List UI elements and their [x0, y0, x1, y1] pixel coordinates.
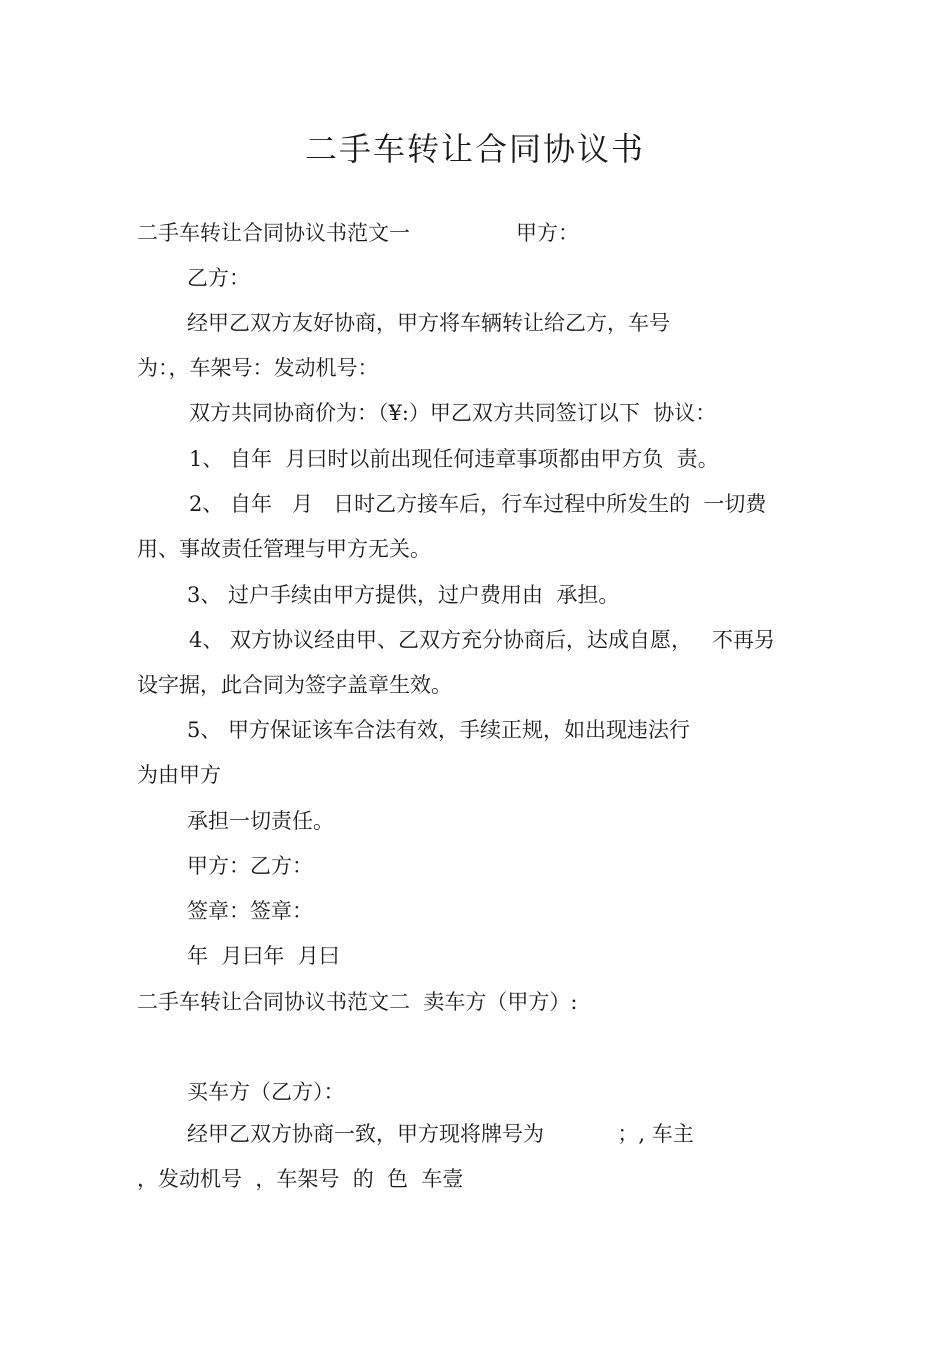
paragraph-line: 为：，车架号：发动机号： [137, 356, 379, 380]
clause-5-continued: 为由甲方 [137, 763, 221, 787]
party-a-label: 甲方： [516, 221, 579, 245]
document-title: 二手车转让合同协议书 [304, 130, 645, 168]
clause-2: 2、 自年 月 日时乙方接车后，行车过程中所发生的 一切费 [189, 492, 767, 516]
clause-2-continued: 用、事故责任管理与甲方无关。 [137, 537, 431, 561]
clause-4: 4、 双方协议经由甲、乙双方充分协商后，达成自愿， 不再另 [189, 628, 776, 652]
clause-3: 3、 过户手续由甲方提供，过户费用由 承担。 [187, 583, 620, 607]
clause-5-continued: 承担一切责任。 [187, 809, 334, 833]
buyer-label: 买车方（乙方）： [187, 1080, 345, 1104]
party-b-label: 乙方： [187, 266, 250, 290]
signature-seals: 签章：签章： [187, 899, 313, 923]
paragraph-line: ，发动机号 ，车架号 的 色 车壹 [137, 1167, 464, 1191]
signature-parties: 甲方：乙方： [187, 854, 313, 878]
section-heading-1: 二手车转让合同协议书范文一 [137, 221, 410, 245]
clause-5: 5、 甲方保证该车合法有效，手续正规，如出现违法行 [187, 718, 691, 742]
paragraph-line: 经甲乙双方友好协商，甲方将车辆转让给乙方，车号 [187, 311, 670, 335]
paragraph-line: 双方共同协商价为：（¥:）甲乙双方共同签订以下 协议： [189, 401, 717, 425]
clause-1: 1、 自年 月曰时以前出现任何违章事项都由甲方负 责。 [189, 447, 719, 471]
signature-dates: 年 月曰年 月曰 [187, 944, 340, 968]
clause-4-continued: 设字据，此合同为签字盖章生效。 [137, 673, 452, 697]
section-heading-2: 二手车转让合同协议书范文二 卖车方（甲方）: [137, 990, 578, 1014]
paragraph-line: 经甲乙双方协商一致，甲方现将牌号为 ；, 车主 [187, 1122, 694, 1146]
